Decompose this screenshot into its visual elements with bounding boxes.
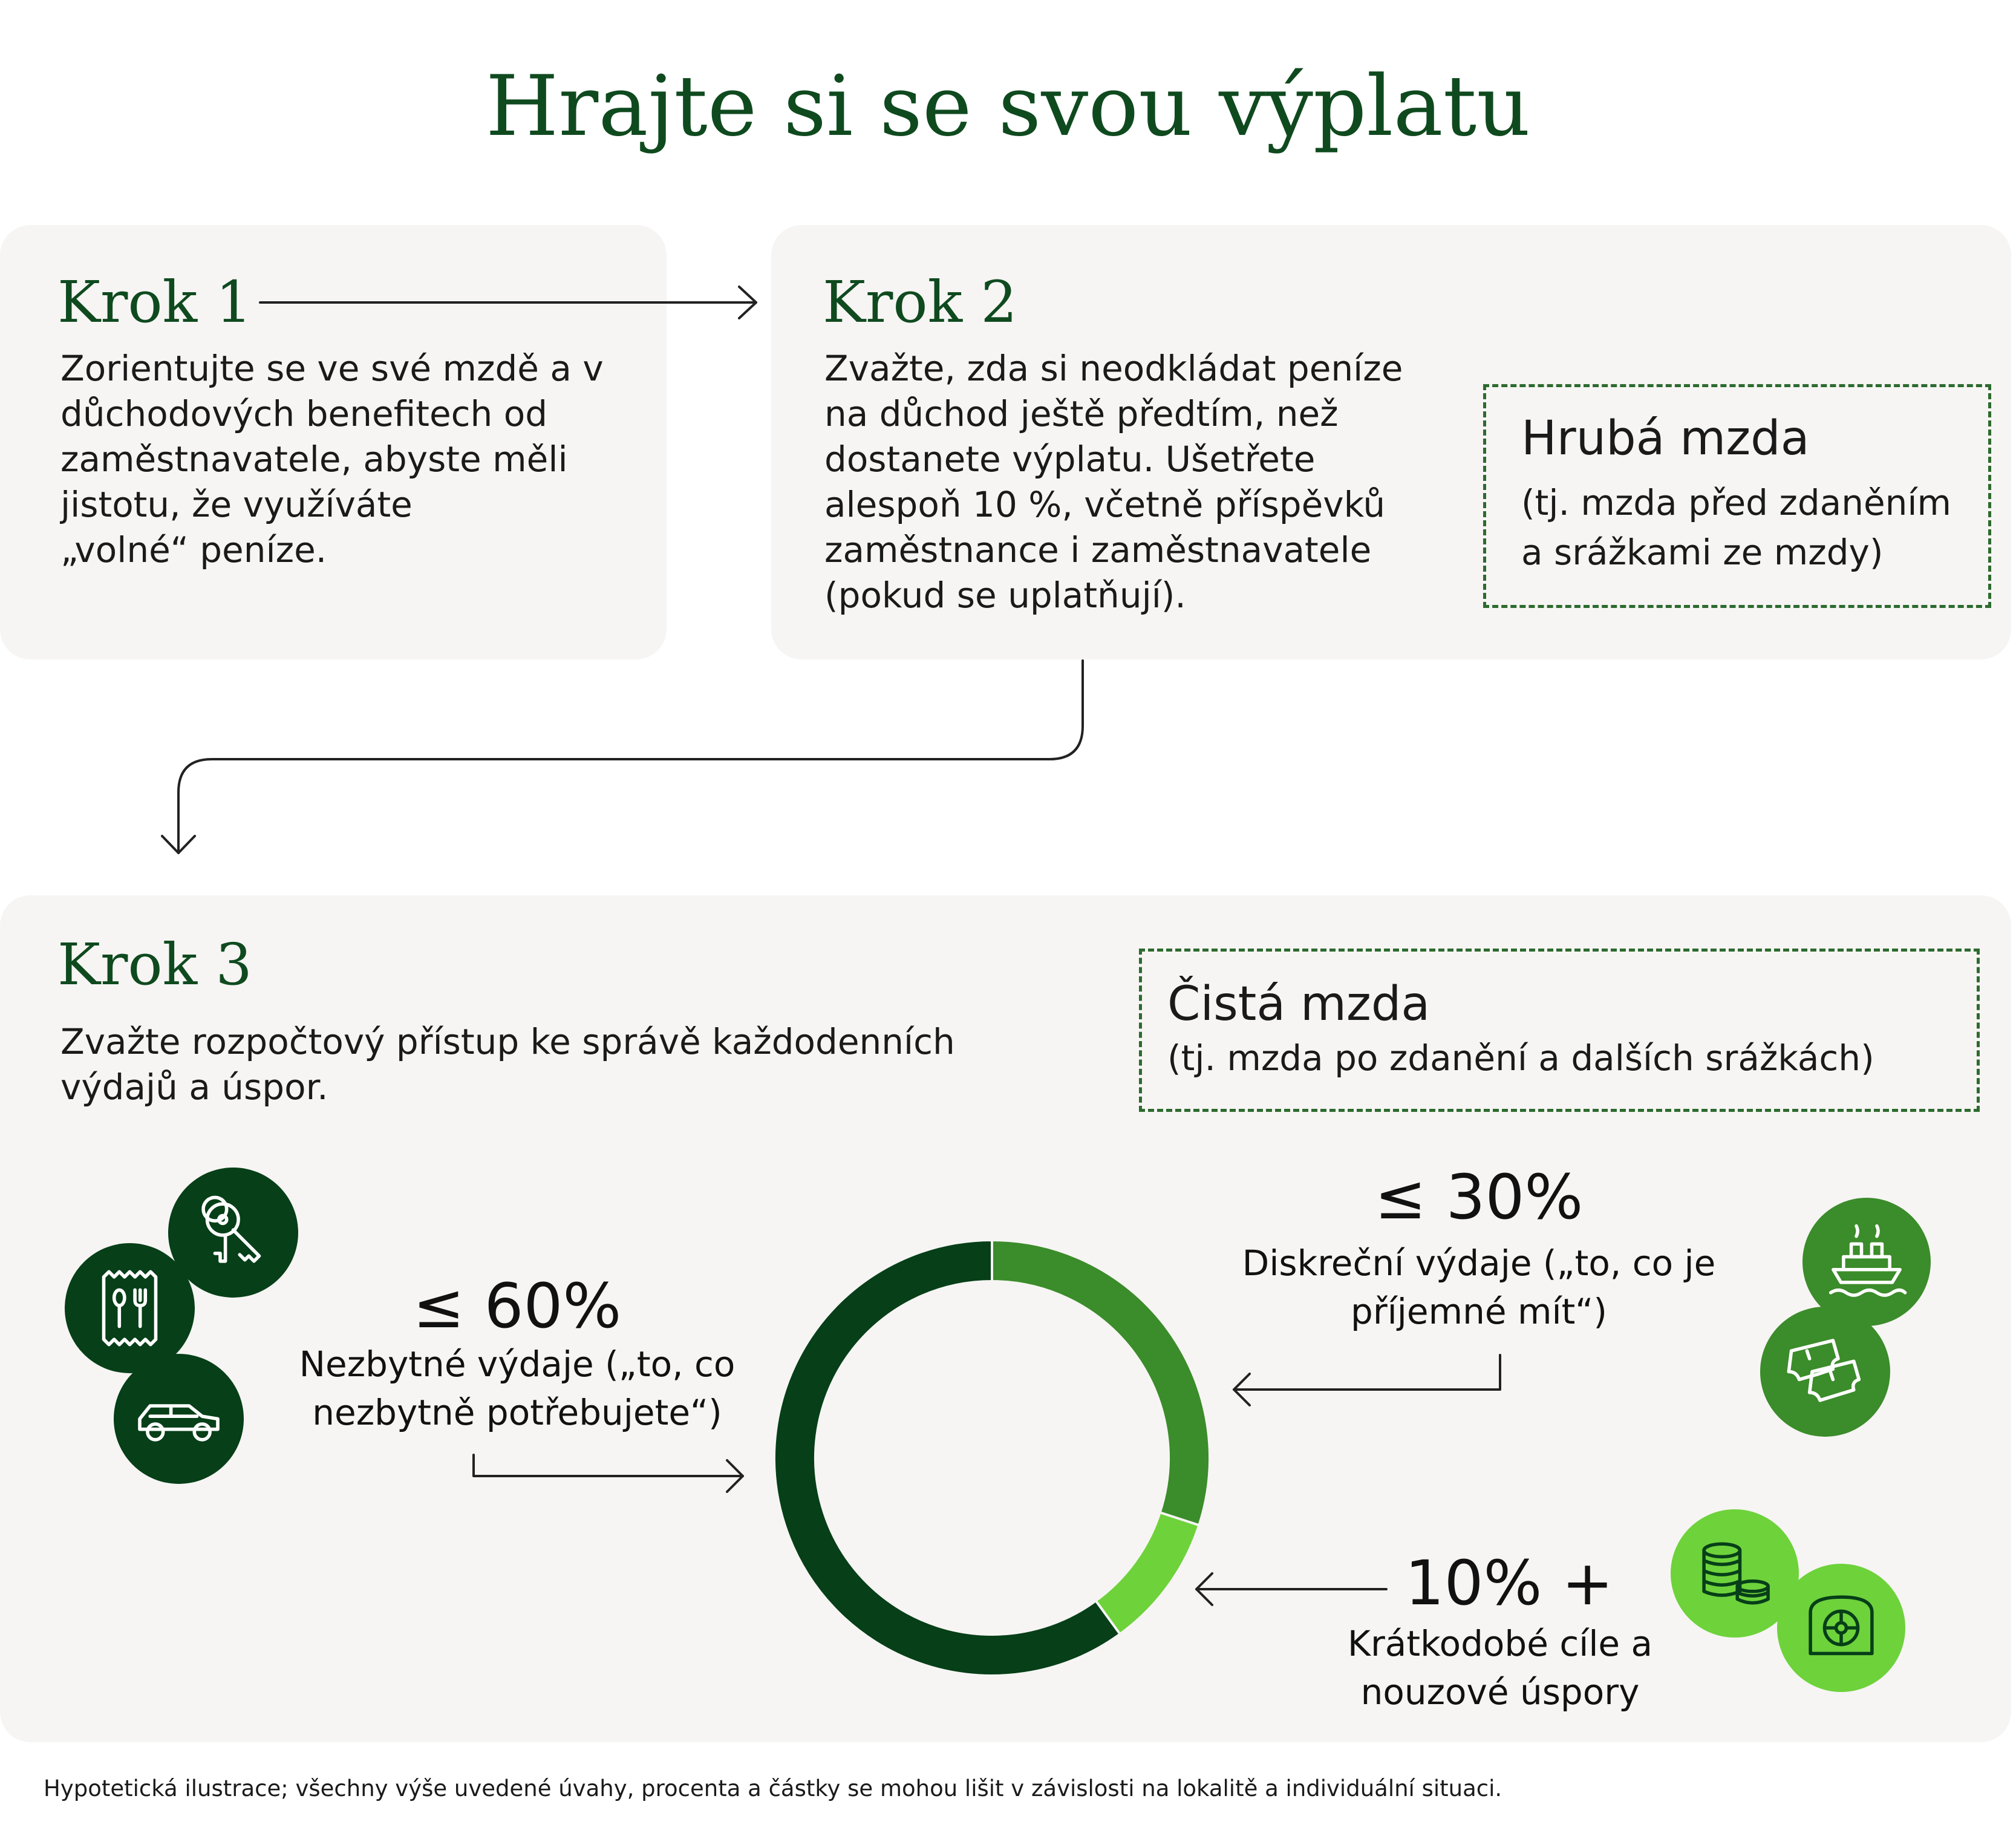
step1-heading: Krok 1	[57, 269, 252, 336]
page-title: Hrajte si se svou výplatu	[485, 57, 1531, 155]
budget-donut-chart	[768, 1234, 1216, 1682]
tickets-icon	[1760, 1307, 1890, 1437]
arrow-needs	[474, 1455, 743, 1476]
needs-label: Nezbytné výdaje („to, co nezbytně potřebujete“)	[299, 1344, 736, 1433]
footnote: Hypotetická ilustrace; všechny výše uvedené úvahy, procenta a částky se mohou lišit v závislosti na lokalitě a individuální situaci.	[44, 1775, 1502, 1801]
step3-heading: Krok 3	[57, 932, 252, 998]
arrow-step2-to-step3	[178, 661, 1083, 853]
arrow-wants	[1234, 1355, 1500, 1390]
net-wage-title: Čistá mzda	[1167, 977, 1430, 1031]
savings-segment	[1096, 1512, 1199, 1634]
net-wage-subtitle: (tj. mzda po zdanění a dalších srážkách)	[1167, 1037, 1874, 1079]
step2-text: Zvažte, zda si neodkládat peníze na důchod ještě předtím, než dostanete výplatu. Ušetřete alespoň 10 %, včetně příspěvků zaměstnance i zaměstnavatele (pokud se uplatňují).	[824, 348, 1403, 616]
needs-percentage: ≤ 60%	[413, 1270, 622, 1342]
gross-wage-title: Hrubá mzda	[1521, 411, 1810, 466]
wants-label: Diskreční výdaje („to, co je příjemné mít“)	[1242, 1243, 1716, 1332]
step3-text: Zvažte rozpočtový přístup ke správě každodenních výdajů a úspor.	[60, 1021, 955, 1108]
savings-percentage: 10% +	[1404, 1547, 1614, 1619]
step1-text: Zorientujte se ve své mzdě a v důchodových benefitech od zaměstnavatele, abyste měli jistotu, že využíváte „volné“ peníze.	[60, 348, 604, 570]
car-icon	[114, 1354, 244, 1484]
needs-segment	[774, 1240, 1120, 1676]
gross-wage-subtitle: (tj. mzda před zdaněním a srážkami ze mzdy)	[1521, 482, 1952, 573]
savings-label: Krátkodobé cíle a nouzové úspory	[1347, 1623, 1653, 1713]
wants-segment	[992, 1240, 1210, 1525]
wants-percentage: ≤ 30%	[1374, 1161, 1584, 1233]
step2-heading: Krok 2	[823, 269, 1017, 336]
safe-icon	[1777, 1564, 1905, 1692]
